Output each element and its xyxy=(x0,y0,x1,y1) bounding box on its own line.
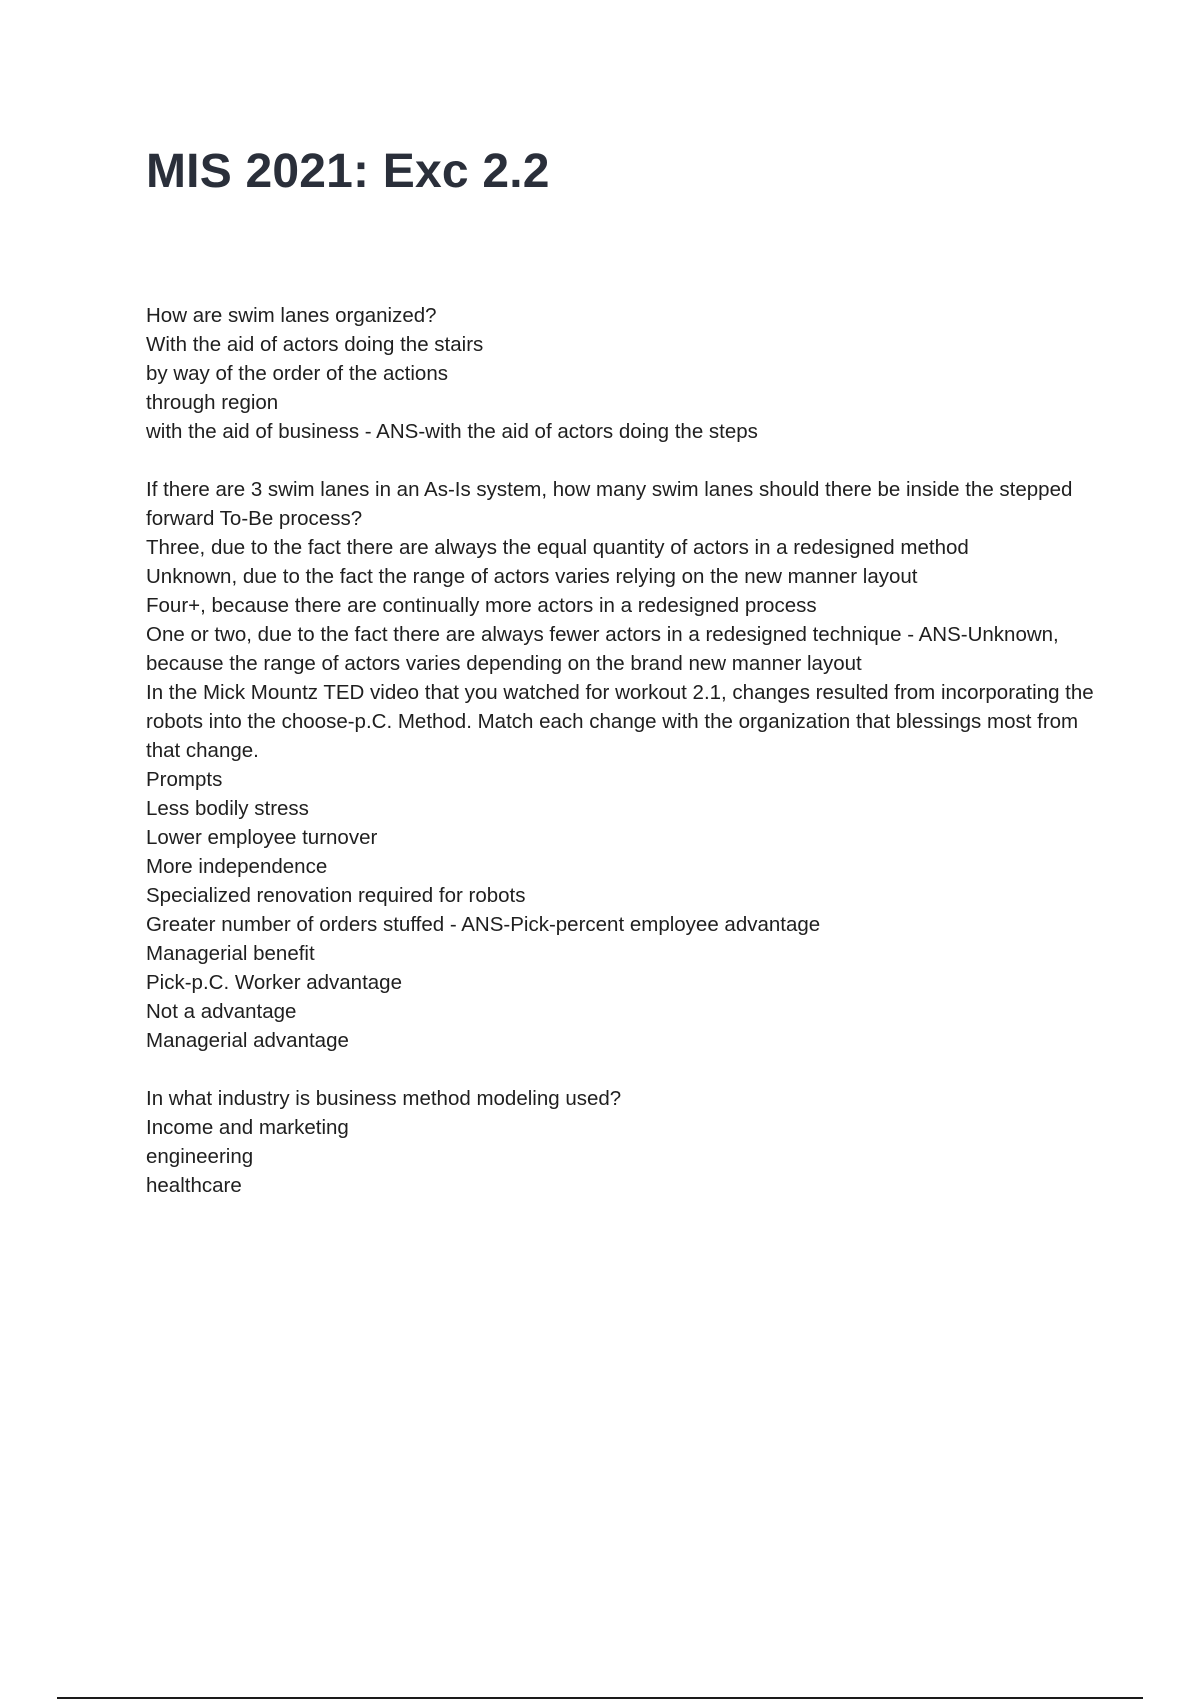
list-item: by way of the order of the actions xyxy=(146,362,448,385)
question-1: How are swim lanes organized? xyxy=(146,304,437,327)
list-item: through region xyxy=(146,391,279,414)
question-4: In what industry is business method modeling used? xyxy=(146,1087,622,1110)
list-item: Less bodily stress xyxy=(146,797,309,820)
list-item: More independence xyxy=(146,855,328,878)
list-item: Income and marketing xyxy=(146,1116,349,1139)
question-2-option-2: Unknown, due to the fact the range of actors varies relying on the new manner layout xyxy=(146,565,918,588)
list-item: Pick-p.C. Worker advantage xyxy=(146,971,402,994)
question-3-items xyxy=(146,765,1096,1055)
question-4-options xyxy=(146,1113,1096,1200)
question-2-option-1: Three, due to the fact there are always the equal quantity of actors in a redesigned method xyxy=(146,536,969,559)
question-3: In the Mick Mountz TED video that you watched for workout 2.1, changes resulted from incorporating the robots into the choose-p.C. Method. Match each change with the organization that blessings most from that change. xyxy=(146,681,1094,762)
list-item: engineering xyxy=(146,1145,254,1168)
question-2: If there are 3 swim lanes in an As-Is system, how many swim lanes should there be inside the stepped forward To-Be process? xyxy=(146,478,1073,530)
question-2-option-3: Four+, because there are continually more actors in a redesigned process xyxy=(146,594,817,617)
list-item: With the aid of actors doing the stairs xyxy=(146,333,484,356)
list-item: Prompts xyxy=(146,768,223,791)
question-2-option-4: One or two, due to the fact there are always fewer actors in a redesigned technique - ANS-Unknown, because the range of actors varies depending on the brand new manner layout xyxy=(146,623,1059,675)
question-1-options xyxy=(146,330,1096,446)
list-item: Managerial advantage xyxy=(146,1029,349,1052)
list-item: Specialized renovation required for robots xyxy=(146,884,526,907)
list-item: Not a advantage xyxy=(146,1000,297,1023)
list-item: Managerial benefit xyxy=(146,942,315,965)
footer-divider xyxy=(57,1697,1143,1699)
list-item: with the aid of business - ANS-with the aid of actors doing the steps xyxy=(146,420,758,443)
page-title: MIS 2021: Exc 2.2 xyxy=(146,145,550,198)
list-item: Lower employee turnover xyxy=(146,826,378,849)
list-item: Greater number of orders stuffed - ANS-Pick-percent employee advantage xyxy=(146,913,821,936)
document-body xyxy=(146,301,1096,1229)
list-item: healthcare xyxy=(146,1174,242,1197)
